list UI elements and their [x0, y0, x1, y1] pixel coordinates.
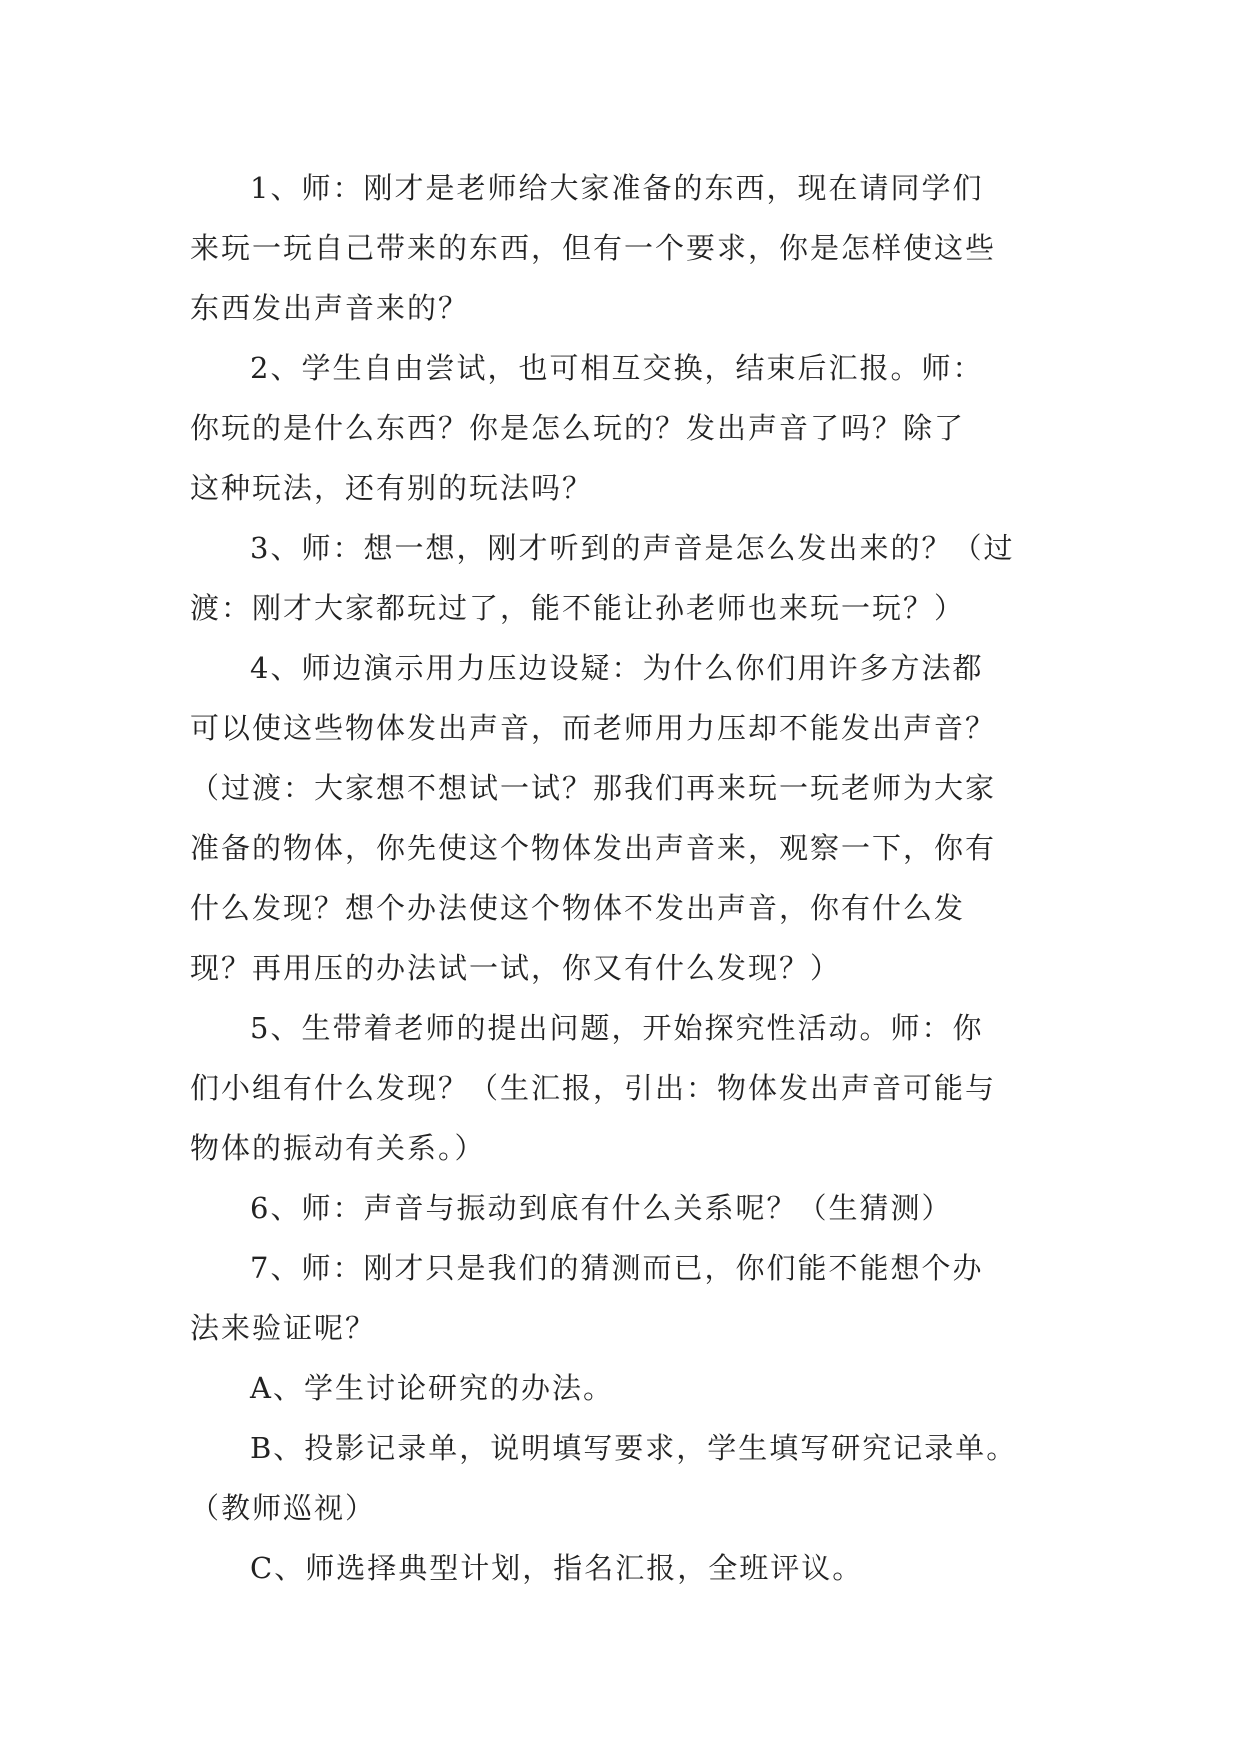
text-line: 法来验证呢？	[190, 1311, 377, 1345]
text-line: 物体的振动有关系。）	[190, 1131, 486, 1165]
text-line: 东西发出声音来的？	[190, 291, 470, 325]
text-line: C、师选择典型计划，指名汇报，全班评议。	[250, 1551, 864, 1585]
text-line: B、投影记录单，说明填写要求，学生填写研究记录单。	[250, 1431, 1018, 1465]
text-line: 1、师：刚才是老师给大家准备的东西，现在请同学们	[250, 171, 984, 205]
text-line: 什么发现？想个办法使这个物体不发出声音，你有什么发	[190, 891, 966, 925]
text-line: 3、师：想一想，刚才听到的声音是怎么发出来的？（过	[250, 531, 1015, 565]
text-line: 5、生带着老师的提出问题，开始探究性活动。师：你	[250, 1011, 984, 1045]
text-line: 6、师：声音与振动到底有什么关系呢？（生猜测）	[250, 1191, 953, 1225]
text-line: 准备的物体，你先使这个物体发出声音来，观察一下，你有	[190, 831, 997, 865]
text-line: A、学生讨论研究的办法。	[250, 1371, 614, 1405]
document-body	[190, 158, 1050, 1598]
text-line: （过渡：大家想不想试一试？那我们再来玩一玩老师为大家	[190, 771, 997, 805]
text-line: 2、学生自由尝试，也可相互交换，结束后汇报。师：	[250, 351, 984, 385]
text-line: （教师巡视）	[190, 1491, 377, 1525]
text-line: 这种玩法，还有别的玩法吗？	[190, 471, 594, 505]
text-line: 现？再用压的办法试一试，你又有什么发现？）	[190, 951, 842, 985]
text-line: 渡：刚才大家都玩过了，能不能让孙老师也来玩一玩？）	[190, 591, 966, 625]
text-line: 7、师：刚才只是我们的猜测而已，你们能不能想个办	[250, 1251, 984, 1285]
text-line: 可以使这些物体发出声音，而老师用力压却不能发出声音？	[190, 711, 997, 745]
text-line: 你玩的是什么东西？你是怎么玩的？发出声音了吗？除了	[190, 411, 966, 445]
text-line: 4、师边演示用力压边设疑：为什么你们用许多方法都	[250, 651, 984, 685]
text-line: 来玩一玩自己带来的东西，但有一个要求，你是怎样使这些	[190, 231, 997, 265]
text-line: 们小组有什么发现？（生汇报，引出：物体发出声音可能与	[190, 1071, 997, 1105]
